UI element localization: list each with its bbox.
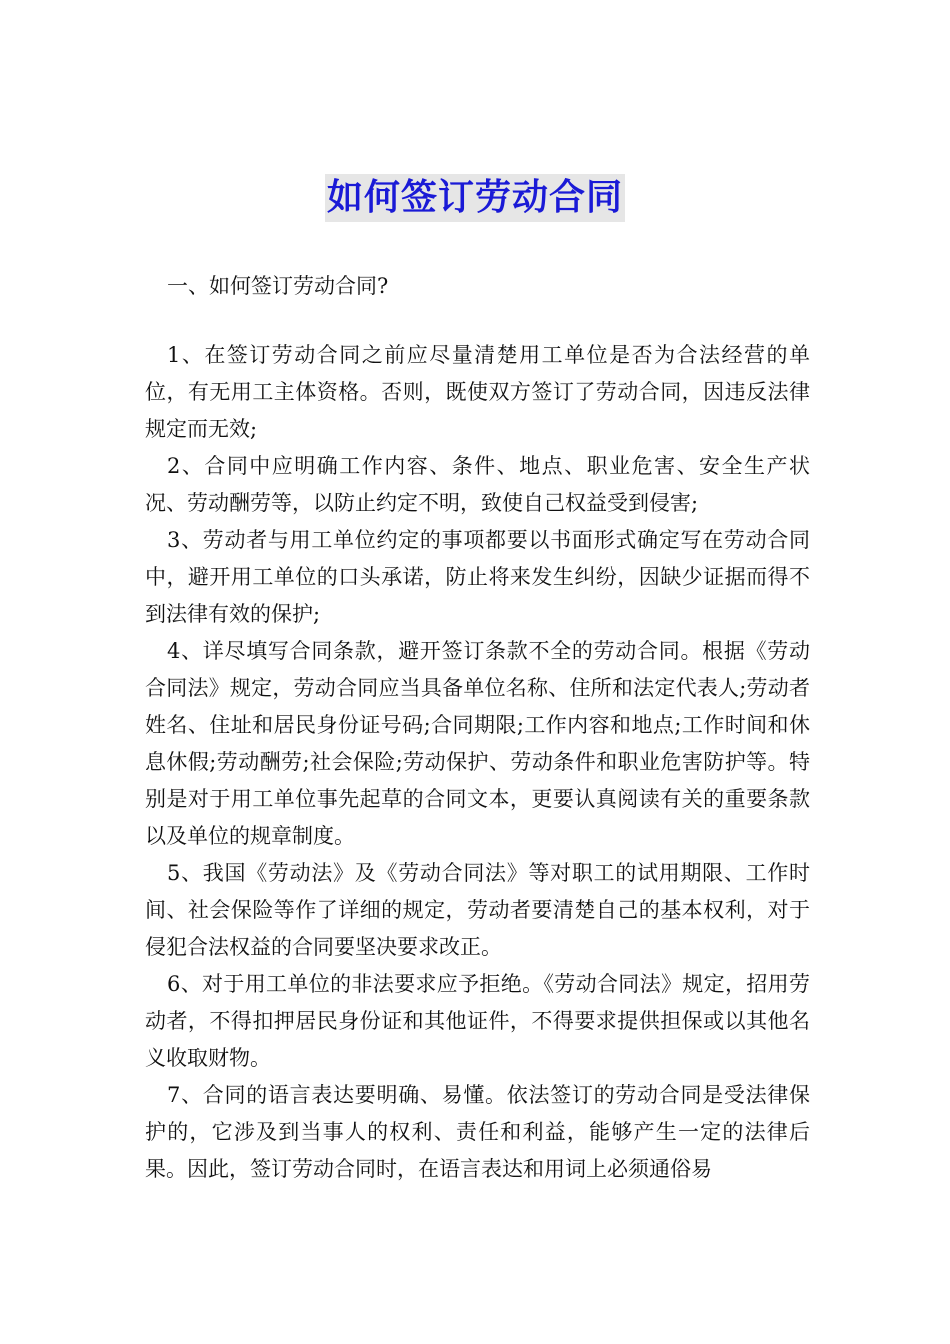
paragraph-5: 5、我国《劳动法》及《劳动合同法》等对职工的试用期限、工作时间、社会保险等作了详细的规定，劳动者要清楚自己的基本权利，对于侵犯合法权益的合同要坚决要求改正。	[145, 861, 810, 959]
paragraph-1: 1、在签订劳动合同之前应尽量清楚用工单位是否为合法经营的单位，有无用工主体资格。否则，既使双方签订了劳动合同，因违反法律规定而无效;	[145, 343, 810, 441]
paragraph-3: 3、劳动者与用工单位约定的事项都要以书面形式确定写在劳动合同中，避开用工单位的口头承诺，防止将来发生纠纷，因缺少证据而得不到法律有效的保护;	[145, 528, 810, 626]
paragraph-7: 7、合同的语言表达要明确、易懂。依法签订的劳动合同是受法律保护的，它涉及到当事人的权利、责任和利益，能够产生一定的法律后果。因此，签订劳动合同时，在语言表达和用词上必须通俗易	[145, 1083, 810, 1181]
paragraph-4: 4、详尽填写合同条款，避开签订条款不全的劳动合同。根据《劳动合同法》规定，劳动合同应当具备单位名称、住所和法定代表人;劳动者姓名、住址和居民身份证号码;合同期限;工作内容和地点;工作时间和休息休假;劳动酬劳;社会保险;劳动保护、劳动条件和职业危害防护等。特别是对于用工单位事先起草的合同文本，更要认真阅读有关的重要条款以及单位的规章制度。	[145, 639, 810, 848]
title-container	[0, 174, 950, 222]
section-heading: 一、如何签订劳动合同?	[167, 274, 389, 298]
document-body	[145, 337, 810, 1188]
document-title: 如何签订劳动合同	[325, 174, 625, 222]
paragraph-2: 2、合同中应明确工作内容、条件、地点、职业危害、安全生产状况、劳动酬劳等，以防止约定不明，致使自己权益受到侵害;	[145, 454, 810, 515]
paragraph-6: 6、对于用工单位的非法要求应予拒绝。《劳动合同法》规定，招用劳动者，不得扣押居民身份证和其他证件，不得要求提供担保或以其他名义收取财物。	[145, 972, 810, 1070]
